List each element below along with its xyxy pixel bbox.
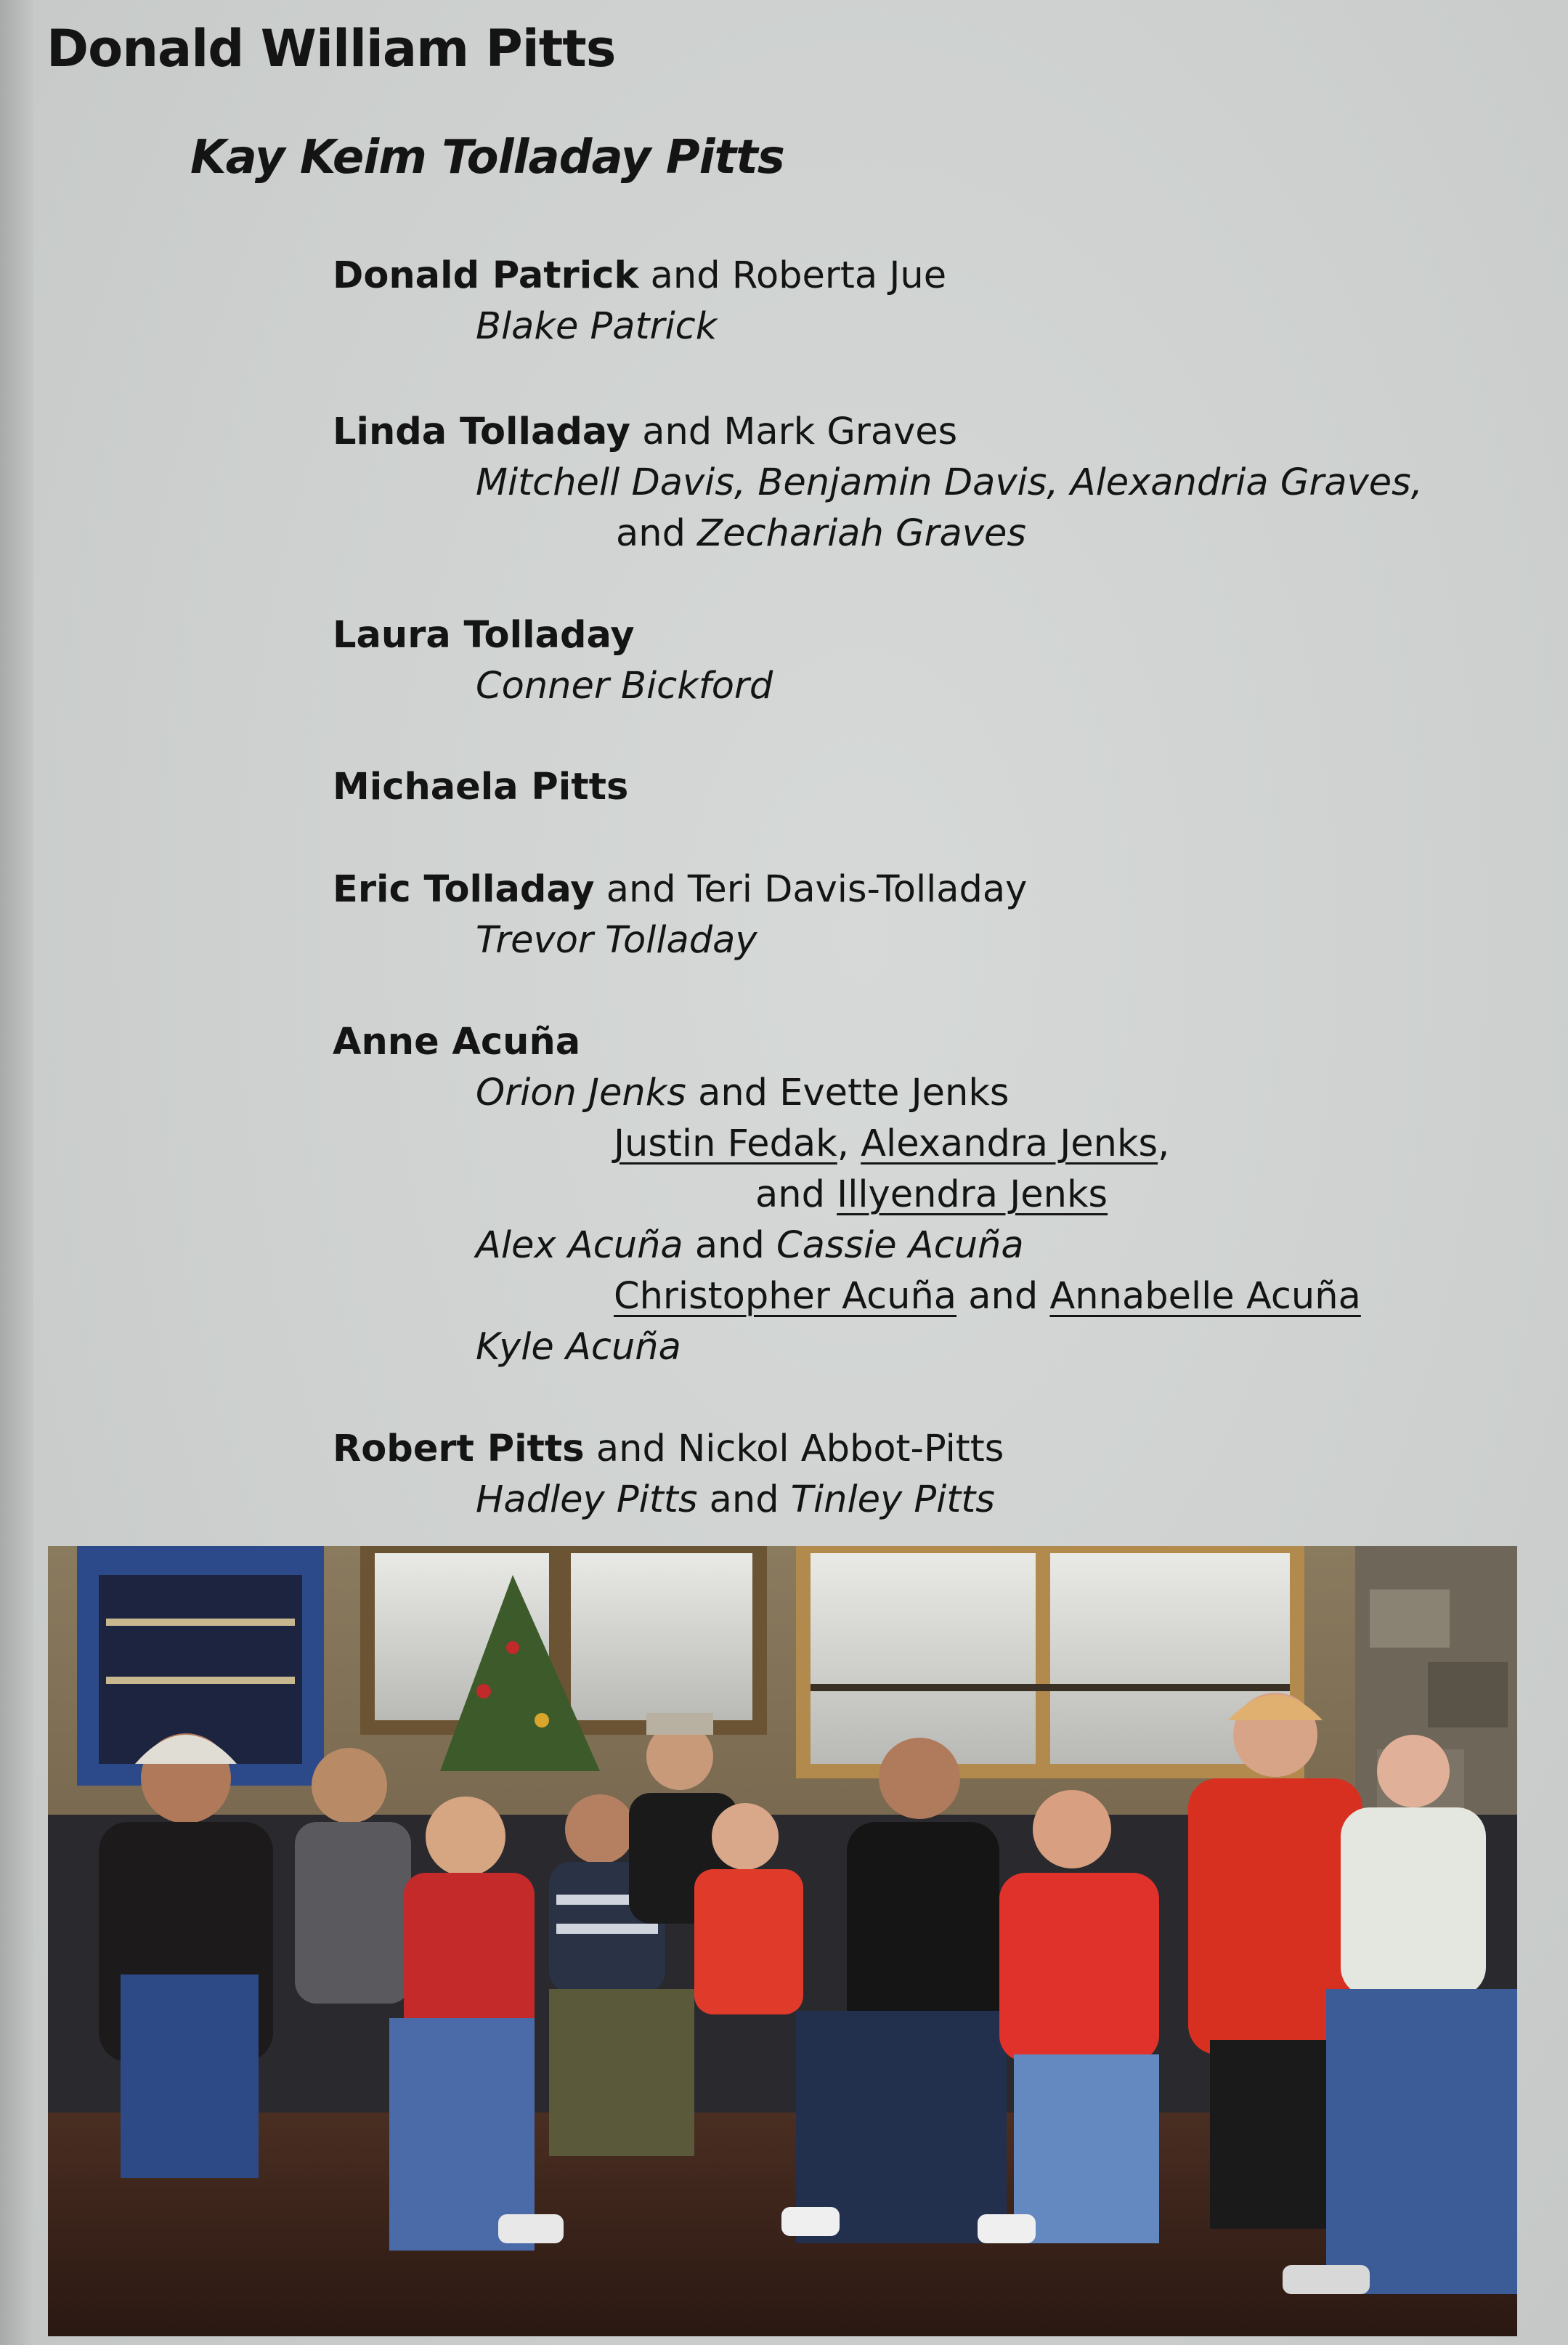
family-6-child-2-conj: and	[694, 1224, 765, 1267]
family-2-line	[333, 410, 957, 453]
family-1-conj: and	[650, 254, 720, 297]
family-3-line	[333, 614, 635, 657]
family-6-child-2-name: Alex Acuña	[476, 1224, 683, 1267]
family-3-children: Conner Bickford	[476, 665, 773, 708]
family-6-child-3: Kyle Acuña	[476, 1326, 681, 1369]
family-1-head: Donald Patrick	[333, 254, 639, 297]
family-1-partner: Roberta Jue	[731, 254, 947, 297]
family-4-line	[333, 766, 628, 809]
family-2-children-cont	[616, 512, 1026, 555]
family-2-children: Mitchell Davis, Benjamin Davis, Alexandria Graves,	[476, 461, 1423, 504]
family-2-head: Linda Tolladay	[333, 410, 630, 453]
family-6-grandchildren-1	[614, 1122, 1169, 1165]
family-7-child-b: Tinley Pitts	[790, 1478, 995, 1521]
family-6-grandchildren-2	[755, 1173, 1108, 1216]
family-6-line	[333, 1021, 580, 1064]
grandchild-separator: ,	[837, 1122, 849, 1165]
family-6-head: Anne Acuña	[333, 1021, 581, 1064]
family-7-head: Robert Pitts	[333, 1427, 585, 1470]
family-1-line	[333, 254, 946, 297]
family-1-children: Blake Patrick	[476, 305, 718, 348]
family-5-conj: and	[606, 868, 676, 911]
grandchild-conj: and	[755, 1173, 825, 1216]
page-title: Donald William Pitts	[46, 19, 616, 78]
family-7-partner: Nickol Abbot-Pitts	[678, 1427, 1004, 1470]
grandchild-annabelle: Annabelle Acuña	[1049, 1275, 1361, 1318]
family-2-children-conj: and	[616, 512, 686, 555]
grandchild-alexandra: Alexandra Jenks	[861, 1122, 1158, 1165]
family-7-line	[333, 1427, 1004, 1470]
family-2-conj: and	[642, 410, 712, 453]
family-5-head: Eric Tolladay	[333, 868, 595, 911]
family-photo	[48, 1546, 1517, 2336]
spouse-name: Kay Keim Tolladay Pitts	[190, 131, 784, 185]
family-2-partner: Mark Graves	[723, 410, 958, 453]
family-6-child-1-partner: Evette Jenks	[779, 1072, 1010, 1114]
family-5-children: Trevor Tolladay	[476, 919, 757, 962]
family-6-child-1	[476, 1072, 1009, 1114]
family-4-head: Michaela Pitts	[333, 766, 629, 809]
family-7-conj: and	[596, 1427, 666, 1470]
family-2-children-last: Zechariah Graves	[697, 512, 1026, 555]
family-6-child-1-name: Orion Jenks	[476, 1072, 686, 1114]
family-6-child-2-partner: Cassie Acuña	[776, 1224, 1024, 1267]
family-6-grandchildren-3	[614, 1275, 1361, 1318]
grandchild-conj-2: and	[968, 1275, 1039, 1318]
family-5-line	[333, 868, 1027, 911]
family-6-child-1-conj: and	[698, 1072, 768, 1114]
grandchild-christopher: Christopher Acuña	[614, 1275, 957, 1318]
family-7-child-a: Hadley Pitts	[476, 1478, 698, 1521]
family-7-children-conj: and	[709, 1478, 779, 1521]
book-spine-shadow	[0, 0, 33, 2345]
grandchild-illyendra: Illyendra Jenks	[837, 1173, 1108, 1216]
family-7-children	[476, 1478, 995, 1521]
family-3-head: Laura Tolladay	[333, 614, 635, 657]
family-6-child-2	[476, 1224, 1024, 1267]
family-5-partner: Teri Davis-Tolladay	[687, 868, 1028, 911]
grandchild-justin: Justin Fedak	[614, 1122, 837, 1165]
grandchild-separator-end: ,	[1158, 1122, 1170, 1165]
